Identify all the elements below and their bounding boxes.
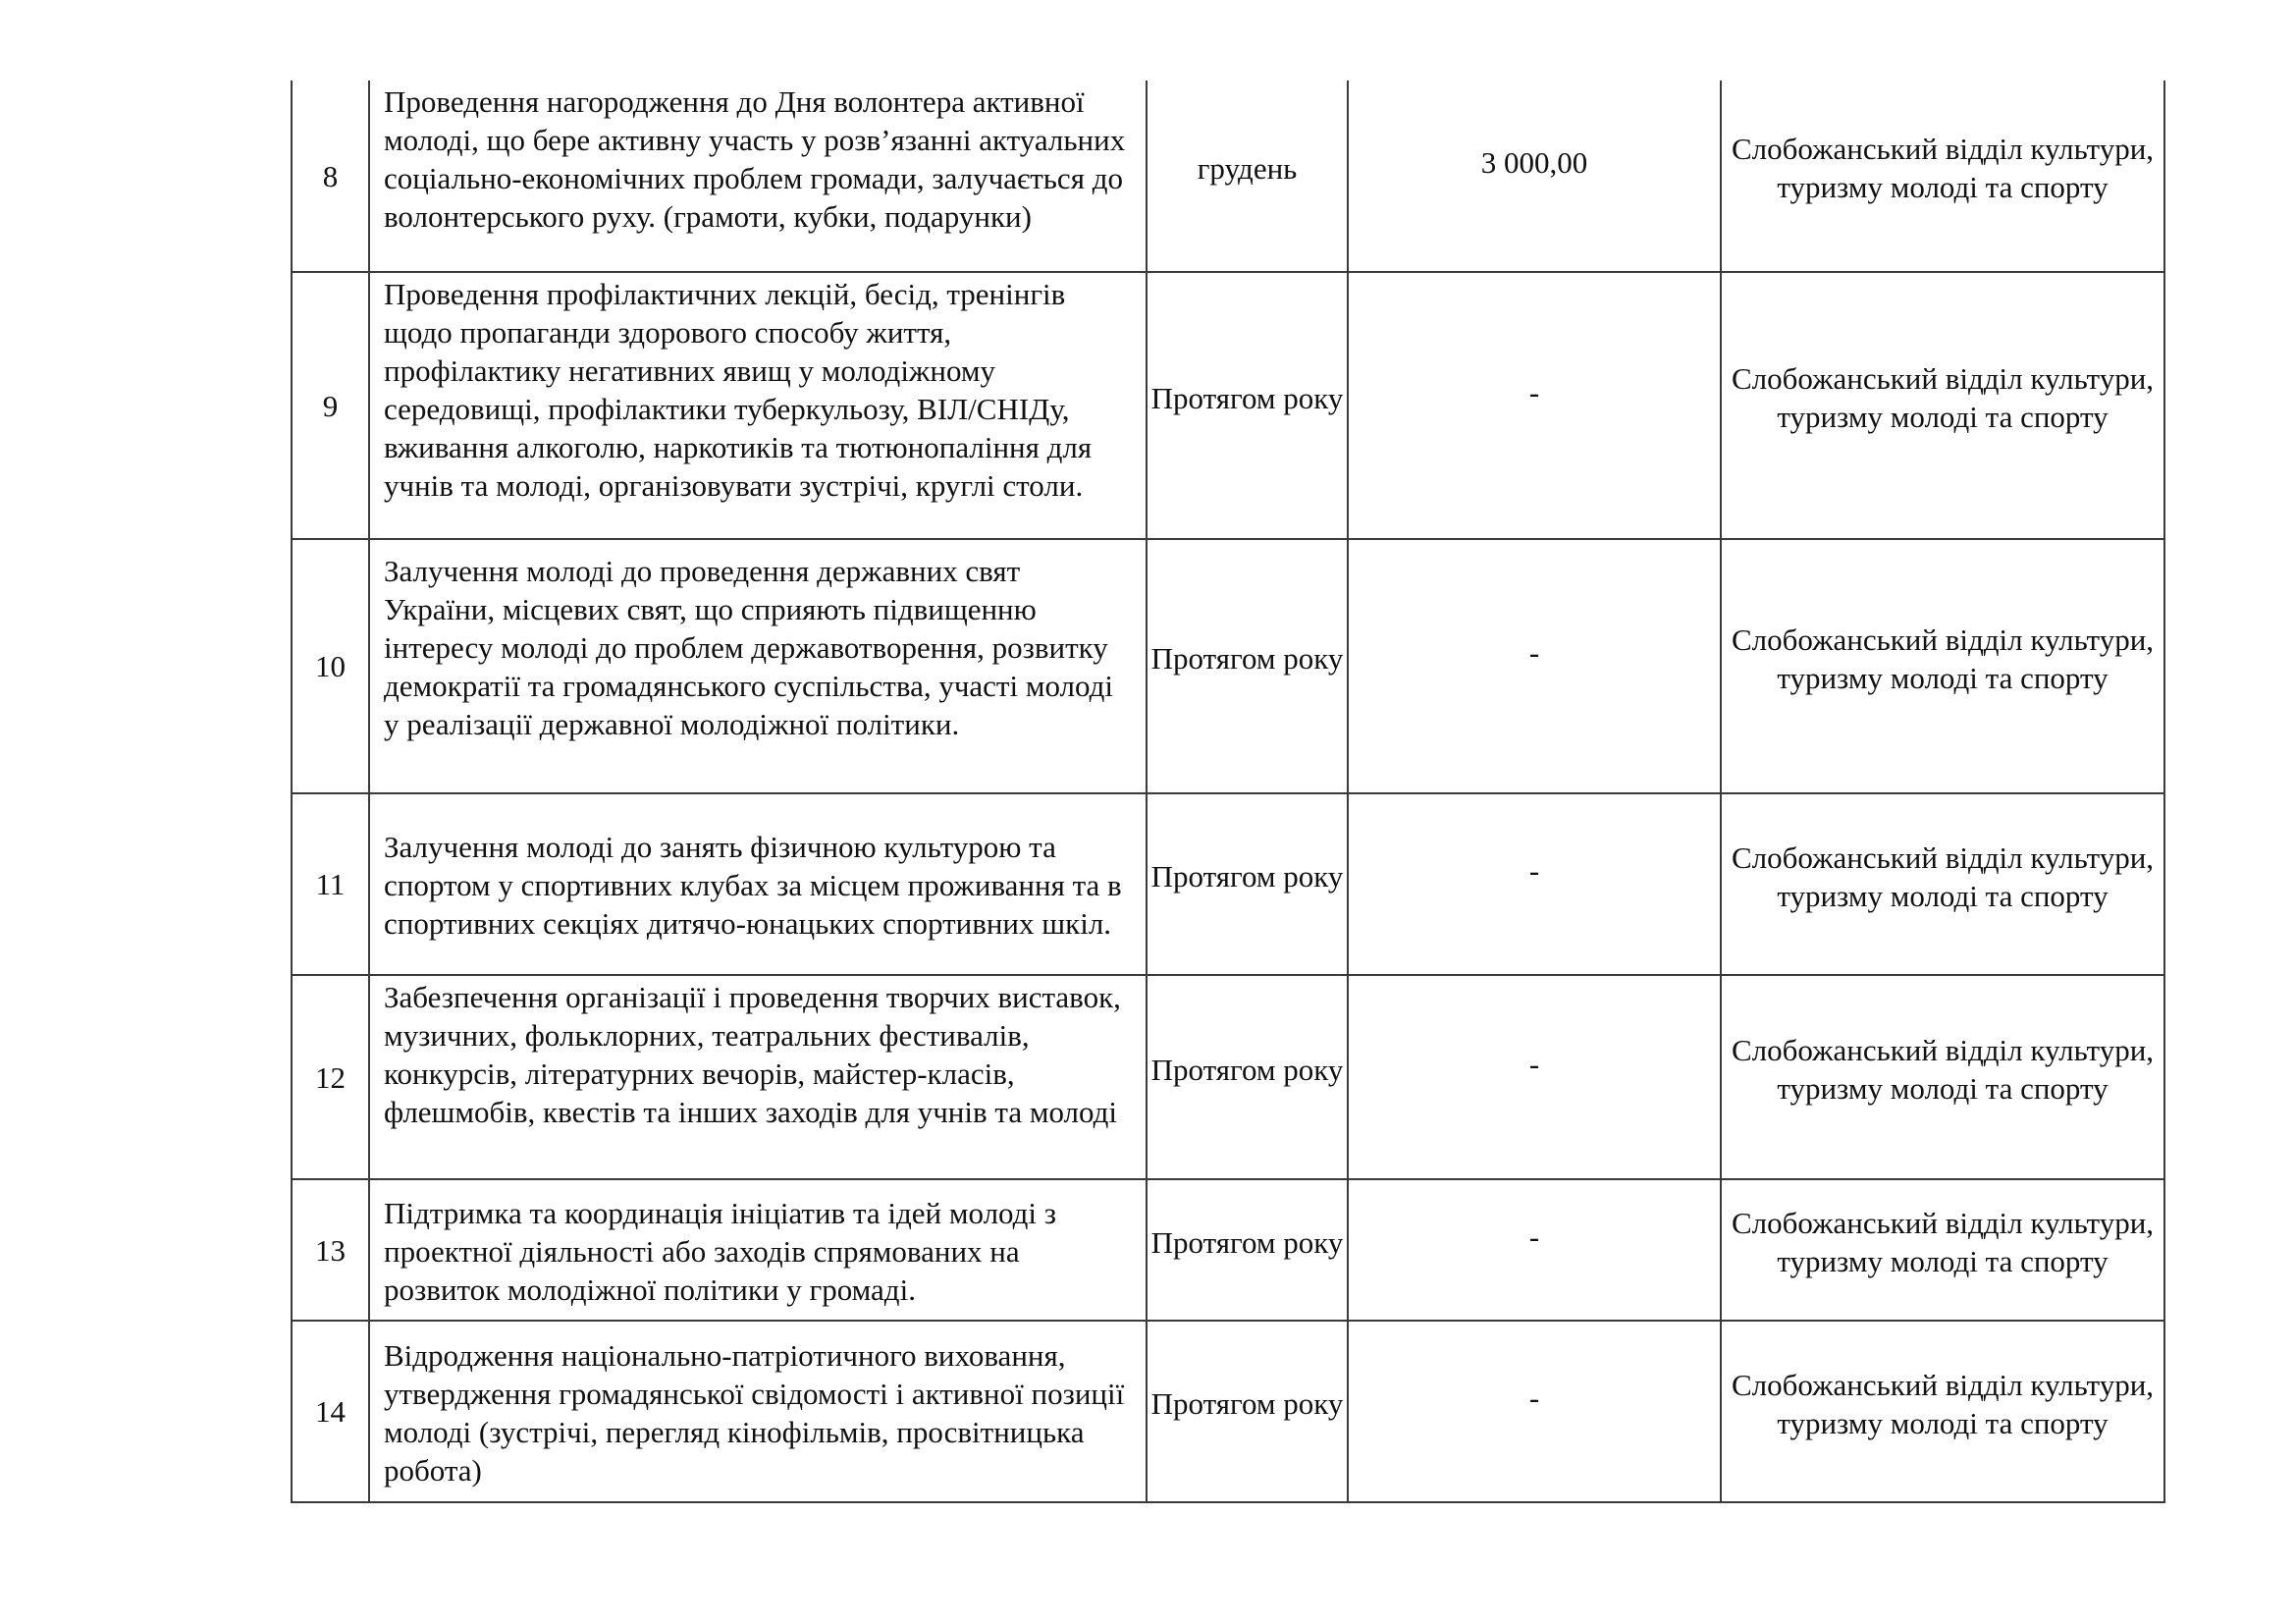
table-row: [292, 793, 2164, 975]
measure-cost: [1348, 272, 1721, 539]
term-text: Протягом року: [1150, 1386, 1344, 1421]
row-number: 8: [292, 81, 369, 272]
measure-term: [1147, 793, 1348, 975]
row-number: 14: [292, 1321, 369, 1502]
measure-cost: [1348, 1321, 1721, 1502]
term-text: Протягом року: [1150, 1224, 1344, 1260]
term-text: Протягом року: [1150, 380, 1344, 415]
cost-text: -: [1528, 853, 1540, 888]
table-row: [292, 272, 2164, 539]
term-text: грудень: [1197, 150, 1298, 186]
cost-text: -: [1528, 1046, 1540, 1081]
executor-text: Слобожанський відділ культури, туризму молоді та спорту: [1731, 1033, 2155, 1106]
measure-term: [1147, 272, 1348, 539]
measure-cost: [1348, 1179, 1721, 1321]
measure-executor: [1721, 272, 2164, 539]
cost-text: -: [1528, 1380, 1540, 1415]
measure-executor: [1721, 1179, 2164, 1321]
measure-executor: [1721, 1321, 2164, 1502]
measure-description: Відродження національно-патріотичного виховання, утвердження громадянської свідомості і активної позиції молоді (зустрічі, перегляд кінофільмів, просвітницька робота): [369, 1321, 1147, 1502]
executor-text: Слобожанський відділ культури, туризму молоді та спорту: [1731, 361, 2155, 434]
measure-description: Проведення профілактичних лекцій, бесід, тренінгів щодо пропаганди здорового способу життя, профілактику негативних явищ у молодіжному середовищі, профілактики туберкульозу, ВІЛ/СНІДу, вживання алкоголю, наркотиків та тютюнопаління для учнів та молоді, організовувати зустрічі, круглі столи.: [369, 272, 1147, 539]
executor-text: Слобожанський відділ культури, туризму молоді та спорту: [1731, 1367, 2155, 1440]
measure-executor: [1721, 539, 2164, 793]
measure-term: [1147, 1321, 1348, 1502]
measure-description: Залучення молоді до проведення державних свят України, місцевих свят, що сприяють підвищенню інтересу молоді до проблем державотворення, розвитку демократії та громадянського суспільства, участі молоді у реалізації державної молодіжної політики.: [369, 539, 1147, 793]
measures-table: [291, 81, 2165, 1503]
measure-term: [1147, 81, 1348, 272]
measure-description: Залучення молоді до занять фізичною культурою та спортом у спортивних клубах за місцем проживання та в спортивних секціях дитячо-юнацьких спортивних шкіл.: [369, 793, 1147, 975]
measure-executor: [1721, 81, 2164, 272]
table-row: [292, 1179, 2164, 1321]
measure-cost: [1348, 81, 1721, 272]
measure-term: [1147, 1179, 1348, 1321]
table-row: [292, 1321, 2164, 1502]
row-number: 10: [292, 539, 369, 793]
measure-executor: [1721, 975, 2164, 1179]
row-number: 9: [292, 272, 369, 539]
table-row: [292, 539, 2164, 793]
executor-text: Слобожанський відділ культури, туризму молоді та спорту: [1731, 1206, 2155, 1278]
term-text: Протягом року: [1150, 859, 1344, 893]
table-row: [292, 81, 2164, 272]
measure-description: Проведення нагородження до Дня волонтера активної молоді, що бере активну участь у розв’язанні актуальних соціально-економічних проблем громади, залучається до волонтерського руху. (грамоти, кубки, подарунки): [369, 81, 1147, 272]
cost-text: -: [1528, 635, 1540, 670]
measure-executor: [1721, 793, 2164, 975]
executor-text: Слобожанський відділ культури, туризму молоді та спорту: [1731, 622, 2155, 695]
document-page: [291, 81, 2163, 1503]
row-number: 11: [292, 793, 369, 975]
measure-cost: [1348, 975, 1721, 1179]
executor-text: Слобожанський відділ культури, туризму молоді та спорту: [1731, 839, 2155, 913]
cost-text: -: [1528, 374, 1540, 409]
measure-term: [1147, 539, 1348, 793]
row-number: 13: [292, 1179, 369, 1321]
cost-text: -: [1528, 1218, 1540, 1254]
table-row: [292, 975, 2164, 1179]
term-text: Протягом року: [1150, 641, 1344, 676]
measure-description: Забезпечення організації і проведення творчих виставок, музичних, фольклорних, театральних фестивалів, конкурсів, літературних вечорів, майстер-класів, флешмобів, квестів та інших заходів для учнів та молоді: [369, 975, 1147, 1179]
measure-term: [1147, 975, 1348, 1179]
row-number: 12: [292, 975, 369, 1179]
executor-text: Слобожанський відділ культури, туризму молоді та спорту: [1731, 132, 2155, 204]
measure-cost: [1348, 539, 1721, 793]
measure-description: Підтримка та координація ініціатив та ідей молоді з проектної діяльності або заходів спрямованих на розвиток молодіжної політики у громаді.: [369, 1179, 1147, 1321]
measure-cost: [1348, 793, 1721, 975]
cost-text: 3 000,00: [1480, 144, 1588, 180]
term-text: Протягом року: [1150, 1052, 1344, 1087]
